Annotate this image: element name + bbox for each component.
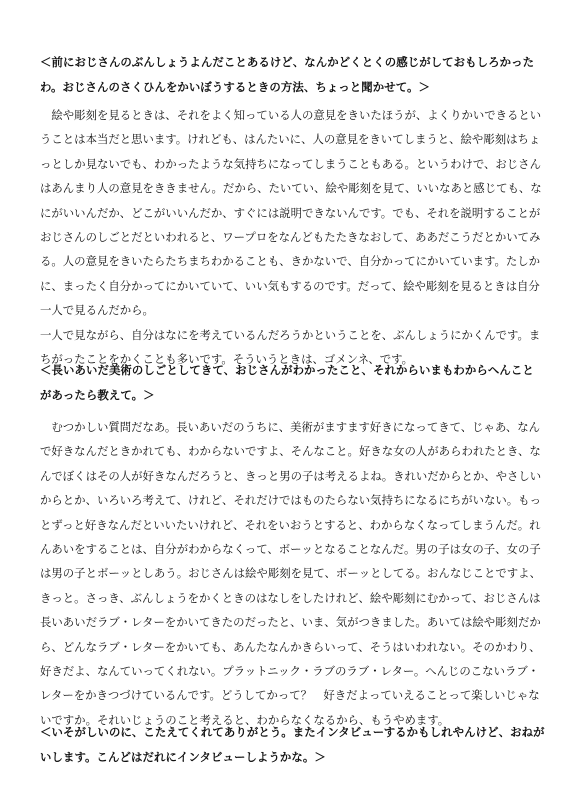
answer-1: 絵や彫刻を見るときは、それをよく知っている人の意見をきいたほうが、よくりかいできるということは本当だと思います。けれども、はんたいに、人の意見をきいてしまうと、絵や彫刻はちょっとしか見ないでも、わかったような気持ちになってしまうこともある。というわけで、おじさんはあんまり人の意見をききません。だから、たいてい、絵や彫刻を見て、いいなあと感じても、なにがいいんだか、どこがいいんだか、すぐには説明できないんです。でも、それを説明することがおじさんのしごとだといわれると、ワープロをなんどもたたきなおして、ああだこうだとかいてみる。人の意見をきいたらたちまちわかることも、きかないで、自分かってにかいています。たしかに、まったく自分かってにかいていて、いい気もするのです。だって、絵や彫刻を見るときは自分一人で見るんだから。 一人で見ながら、自分はなにを考えているんだろうかということを、ぶんしょうにかくんです。まちがったことをかくことも多いです。そういうときは、ゴメンネ、です。 — [40, 108, 542, 367]
question-1: ＜前におじさんのぶんしょうよんだことあるけど、なんかどくとくの感じがしておもしろかったわ。おじさんのさくひんをかいぼうするときの方法、ちょっと聞かせて。＞ — [40, 55, 535, 94]
answer-2: むつかしい質問だなあ。長いあいだのうちに、美術がますます好きになってきて、じゃあ、なんで好きなんだときかれても、わからないですよ、そんなこと。好きな女の人があらわれたとき、なんでぼくはその人が好きなんだろうと、きっと男の子は考えるよね。きれいだからとか、やさしいからとか、いろいろ考えて、けれど、それだけではものたらない気持ちになるにちがいない。もっとずっと好きなんだといいたいけれど、それをいおうとすると、わからなくなってしまうんだ。れんあいをすることは、自分がわからなくって、ボーッとなることなんだ。男の子は女の子、女の子は男の子とボーッとしあう。おじさんは絵や彫刻を見て、ボーッとしてる。おんなじことですよ、きっと。さっき、ぶんしょうをかくときのはなしをしたけれど、絵や彫刻にむかって、おじさんは長いあいだラブ・レターをかいてきたのだったと、いま、気がつきました。あいては絵や彫刻だから、どんなラブ・レターをかいても、あんたなんかきらいって、そうはいわれない。そのかわり、好きだよ、なんていってくれない。プラットニック・ラブのラブ・レター。へんじのこないラブ・レターをかきつづけているんです。どうしてかって？ 好きだよっていえることって楽しいじゃないですか。それいじょうのこと考えると、わからなくなるから、もうやめます。 — [40, 420, 542, 727]
question-2: ＜長いあいだ美術のしごとしてきて、おじさんがわかったこと、それからいまもわからへんことがあったら教えて。＞ — [40, 363, 534, 402]
question-3: ＜いそがしいのに、こたえてくれてありがとう。またインタビューするかもしれやんけど、おねがいします。こんどはだれにインタビューしようかな。＞ — [40, 725, 545, 764]
